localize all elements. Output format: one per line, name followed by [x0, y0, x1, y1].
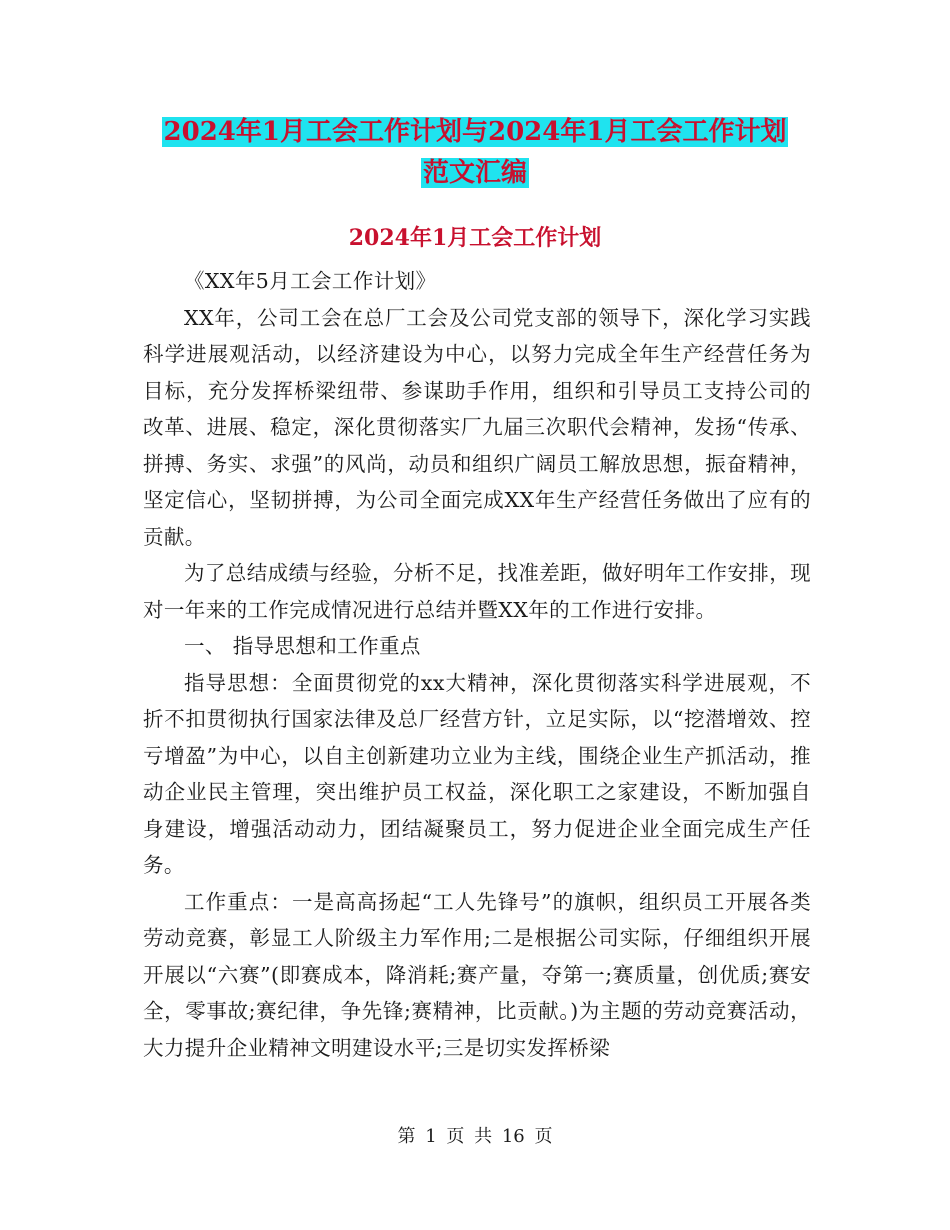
paragraph-guiding-thought: 指导思想：全面贯彻党的xx大精神，深化贯彻落实科学进展观，不折不扣贯彻执行国家法律及总厂经营方针，立足实际，以“挖潜增效、控亏增盈”为中心，以自主创新建功立业为主线，围绕企业生产抓活动，推动企业民主管理，突出维护员工权益，深化职工之家建设，不断加强自身建设，增强活动动力，团结凝聚员工，努力促进企业全面完成生产任务。 [143, 670, 811, 877]
paragraph-heading-guiding: 一、 指导思想和工作重点 [184, 634, 421, 658]
document-title-line-1 [0, 113, 950, 151]
page-footer: 第 1 页 共 16 页 [397, 1126, 553, 1147]
document-title-line-2 [0, 154, 950, 192]
paragraph-intro: XX年，公司工会在总厂工会及公司党支部的领导下，深化学习实践科学进展观活动，以经济建设为中心，以努力完成全年生产经营任务为目标，充分发挥桥梁纽带、参谋助手作用，组织和引导员工支持公司的改革、进展、稳定，深化贯彻落实厂九届三次职代会精神，发扬“传承、拼搏、务实、求强”的风尚，动员和组织广阔员工解放思想，振奋精神，坚定信心，坚韧拼搏，为公司全面完成XX年生产经营任务做出了应有的贡献。 [143, 305, 811, 549]
document-title-line-2-text: 范文汇编 [422, 158, 527, 188]
document-title-line-1-text: 2024年1月工会工作计划与2024年1月工会工作计划 [163, 117, 787, 147]
document-body [143, 263, 811, 1066]
paragraph-work-focus: 工作重点：一是高高扬起“工人先锋号”的旗帜，组织员工开展各类劳动竞赛，彰显工人阶级主力军作用;二是根据公司实际，仔细组织开展开展以“六赛”(即赛成本，降消耗;赛产量，夺第一;赛质量，创优质;赛安全，零事故;赛纪律，争先锋;赛精神，比贡献。)为主题的劳动竞赛活动，大力提升企业精神文明建设水平;三是切实发挥桥梁 [143, 889, 811, 1060]
section-title: 2024年1月工会工作计划 [348, 225, 602, 251]
paragraph-source-title: 《XX年5月工会工作计划》 [184, 269, 437, 293]
paragraph-purpose: 为了总结成绩与经验，分析不足，找准差距，做好明年工作安排，现对一年来的工作完成情况进行总结并暨XX年的工作进行安排。 [143, 561, 811, 622]
